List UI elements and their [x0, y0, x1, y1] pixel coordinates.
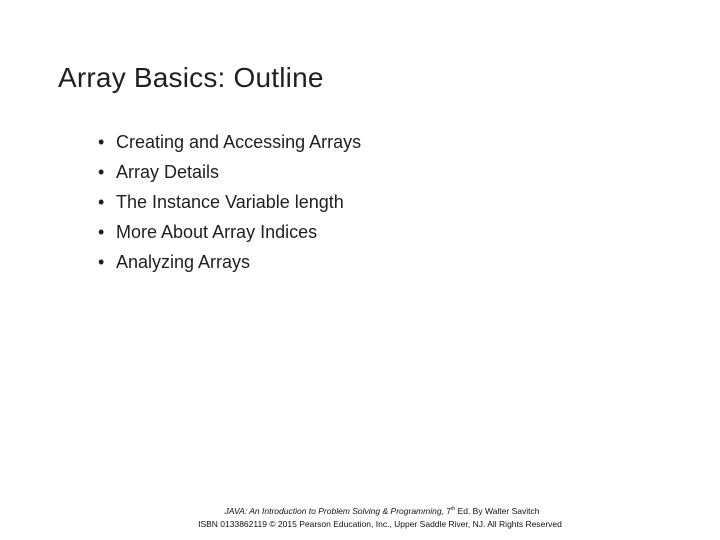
bullet-text: Creating and Accessing Arrays: [116, 131, 362, 152]
bullet-text: Array Details: [116, 161, 220, 182]
bullet-item: [98, 247, 361, 277]
bullet-icon: •: [98, 131, 105, 152]
footer-edition-number: 7: [446, 506, 452, 516]
bullet-item: [98, 217, 361, 247]
bullet-item: [98, 157, 361, 187]
bullet-icon: •: [98, 221, 105, 242]
bullet-icon: •: [98, 251, 105, 272]
footer-copyright: ISBN 0133862119 © 2015 Pearson Education, Inc., Upper Saddle River, NJ. All Rights Reserved: [198, 519, 562, 529]
slide-title: Array Basics: Outline: [58, 62, 324, 93]
bullet-list: [98, 127, 361, 277]
footer-edition-rest: Ed. By Walter Savitch: [455, 506, 540, 516]
bullet-item: [98, 127, 361, 157]
bullet-text: More About Array Indices: [116, 221, 318, 242]
footer-book-title: JAVA: An Introduction to Problem Solving & Programming,: [224, 506, 444, 516]
bullet-icon: •: [98, 161, 105, 182]
bullet-icon: •: [98, 191, 105, 212]
bullet-text: Analyzing Arrays: [116, 251, 251, 272]
footer-citation: [22, 506, 720, 516]
bullet-text: The Instance Variable length: [116, 191, 344, 212]
footer-edition-suffix: th: [451, 506, 456, 513]
bullet-item: [98, 187, 361, 217]
